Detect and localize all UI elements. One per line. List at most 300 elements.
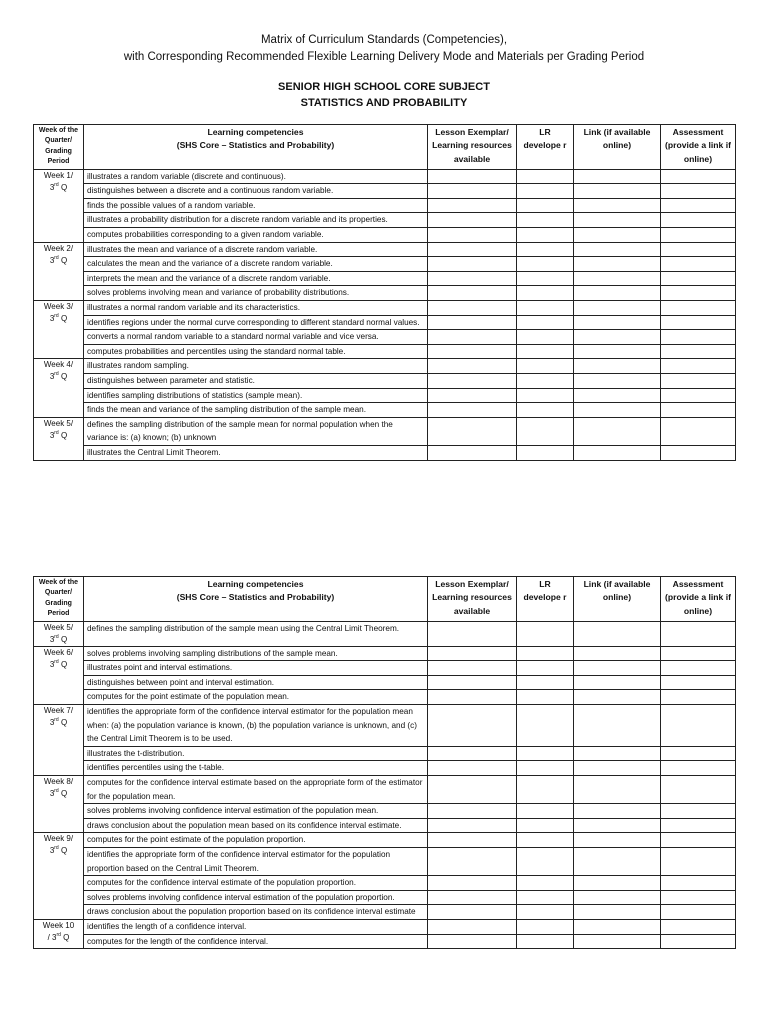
table-row — [34, 934, 736, 949]
column-header-text: LR develope r — [523, 579, 567, 603]
competency-cell: defines the sampling distribution of the sample mean using the Central Limit Theorem. — [84, 621, 428, 646]
assessment-cell[interactable] — [661, 445, 736, 460]
table-row — [34, 300, 736, 315]
link-cell[interactable] — [574, 804, 661, 819]
assessment-cell[interactable] — [661, 286, 736, 301]
table-row — [34, 417, 736, 445]
column-header-text: Lesson Exemplar/ Learning resources available — [432, 579, 512, 616]
lr-developer-cell[interactable] — [517, 818, 574, 833]
link-cell[interactable] — [574, 919, 661, 934]
lr-developer-cell[interactable] — [517, 661, 574, 676]
link-cell[interactable] — [574, 388, 661, 403]
week-label: Week 7/ — [43, 706, 74, 715]
lr-developer-cell[interactable] — [517, 228, 574, 243]
lr-developer-cell[interactable] — [517, 184, 574, 199]
competency-table-2 — [33, 576, 736, 949]
lr-developer-cell[interactable] — [517, 847, 574, 875]
subject-line-2: STATISTICS AND PROBABILITY — [300, 97, 468, 109]
table-row — [34, 213, 736, 228]
assessment-cell[interactable] — [661, 184, 736, 199]
week-cell — [34, 300, 84, 358]
exemplar-cell[interactable] — [428, 242, 517, 257]
link-cell[interactable] — [574, 330, 661, 345]
column-header-text: (SHS Core – Statistics and Probability) — [176, 140, 335, 151]
exemplar-cell[interactable] — [428, 373, 517, 388]
quarter-suffix: Q — [58, 718, 68, 727]
table-row — [34, 445, 736, 460]
link-cell[interactable] — [574, 621, 661, 646]
link-cell[interactable] — [574, 271, 661, 286]
table-row — [34, 198, 736, 213]
quarter-label — [35, 182, 82, 194]
assessment-cell[interactable] — [661, 242, 736, 257]
quarter-number: 3 — [49, 718, 55, 727]
link-cell[interactable] — [574, 228, 661, 243]
quarter-number: 3 — [49, 634, 55, 644]
quarter-suffix: Q — [58, 182, 68, 192]
column-header-text: Lesson Exemplar/ Learning resources available — [432, 127, 512, 164]
link-cell[interactable] — [574, 690, 661, 705]
week-label: Week 5/ — [43, 418, 74, 428]
exemplar-cell[interactable] — [428, 169, 517, 184]
quarter-ordinal: rd — [56, 931, 61, 938]
table-row — [34, 675, 736, 690]
quarter-ordinal: rd — [54, 312, 59, 319]
quarter-ordinal: rd — [54, 633, 59, 640]
quarter-label — [35, 313, 82, 325]
link-cell[interactable] — [574, 373, 661, 388]
assessment-cell[interactable] — [661, 876, 736, 891]
quarter-suffix: Q — [58, 430, 68, 440]
subject-heading — [0, 80, 768, 111]
quarter-suffix: Q — [58, 659, 68, 669]
quarter-label — [35, 430, 82, 442]
competency-cell: computes probabilities corresponding to a given random variable. — [84, 228, 428, 243]
quarter-ordinal: rd — [54, 429, 59, 436]
week-cell — [34, 705, 84, 776]
competency-cell: calculates the mean and the variance of a discrete random variable. — [84, 257, 428, 272]
link-cell[interactable] — [574, 198, 661, 213]
week-label: Week 8/ — [43, 776, 74, 786]
quarter-ordinal: rd — [54, 717, 59, 723]
competency-cell: computes for the point estimate of the population proportion. — [84, 833, 428, 848]
link-column-header — [574, 577, 661, 622]
exemplar-cell[interactable] — [428, 675, 517, 690]
quarter-suffix: Q — [60, 932, 70, 942]
link-cell[interactable] — [574, 833, 661, 848]
exemplar-cell[interactable] — [428, 445, 517, 460]
assessment-cell[interactable] — [661, 315, 736, 330]
link-cell[interactable] — [574, 242, 661, 257]
lr-developer-cell[interactable] — [517, 621, 574, 646]
exemplar-cell[interactable] — [428, 257, 517, 272]
quarter-ordinal: rd — [54, 254, 59, 261]
table-row — [34, 257, 736, 272]
lr-developer-cell[interactable] — [517, 344, 574, 359]
assessment-cell[interactable] — [661, 804, 736, 819]
exemplar-cell[interactable] — [428, 876, 517, 891]
link-cell[interactable] — [574, 403, 661, 418]
table-row — [34, 359, 736, 374]
quarter-label — [35, 717, 82, 729]
lr-developer-cell[interactable] — [517, 286, 574, 301]
exemplar-cell[interactable] — [428, 818, 517, 833]
exemplar-cell[interactable] — [428, 271, 517, 286]
link-cell[interactable] — [574, 661, 661, 676]
week-cell — [34, 646, 84, 704]
assessment-cell[interactable] — [661, 675, 736, 690]
assessment-cell[interactable] — [661, 373, 736, 388]
quarter-number: 3 — [49, 659, 55, 669]
assessment-cell[interactable] — [661, 344, 736, 359]
exemplar-cell[interactable] — [428, 847, 517, 875]
lr-developer-cell[interactable] — [517, 169, 574, 184]
lr-developer-cell[interactable] — [517, 690, 574, 705]
column-header-text: (SHS Core – Statistics and Probability) — [176, 592, 335, 603]
competency-cell: solves problems involving sampling distributions of the sample mean. — [84, 646, 428, 661]
assessment-cell[interactable] — [661, 761, 736, 776]
competency-cell: illustrates the Central Limit Theorem. — [84, 445, 428, 460]
assessment-cell[interactable] — [661, 403, 736, 418]
week-cell — [34, 833, 84, 920]
title-line-1: Matrix of Curriculum Standards (Competencies), — [260, 34, 508, 46]
exemplar-cell[interactable] — [428, 315, 517, 330]
assessment-column-header — [661, 125, 736, 170]
link-cell[interactable] — [574, 761, 661, 776]
week-cell — [34, 621, 84, 646]
competency-cell: finds the possible values of a random variable. — [84, 198, 428, 213]
week-cell — [34, 242, 84, 300]
exemplar-cell[interactable] — [428, 300, 517, 315]
lr-developer-cell[interactable] — [517, 300, 574, 315]
table-header-row — [34, 125, 736, 170]
exemplar-cell[interactable] — [428, 213, 517, 228]
lr-developer-cell[interactable] — [517, 775, 574, 803]
lr-developer-column-header — [517, 577, 574, 622]
quarter-ordinal: rd — [54, 371, 59, 378]
exemplar-cell[interactable] — [428, 184, 517, 199]
competency-cell: illustrates point and interval estimations. — [84, 661, 428, 676]
document-title — [0, 33, 768, 65]
exemplar-cell[interactable] — [428, 388, 517, 403]
week-cell — [34, 919, 84, 948]
competency-cell: distinguishes between point and interval estimation. — [84, 675, 428, 690]
assessment-cell[interactable] — [661, 690, 736, 705]
week-cell — [34, 417, 84, 460]
competency-cell: illustrates the t-distribution. — [84, 746, 428, 761]
link-cell[interactable] — [574, 315, 661, 330]
week-label: Week 6/ — [43, 647, 74, 657]
column-header-text: Learning competencies — [207, 579, 304, 589]
quarter-suffix: Q — [58, 372, 68, 382]
column-header-text: LR develope r — [523, 127, 567, 151]
table-row — [34, 890, 736, 905]
lr-developer-cell[interactable] — [517, 675, 574, 690]
link-cell[interactable] — [574, 934, 661, 949]
assessment-cell[interactable] — [661, 934, 736, 949]
exemplar-cell[interactable] — [428, 359, 517, 374]
link-cell[interactable] — [574, 184, 661, 199]
link-column-header — [574, 125, 661, 170]
link-cell[interactable] — [574, 775, 661, 803]
assessment-cell[interactable] — [661, 300, 736, 315]
competency-cell: computes for the length of the confidence interval. — [84, 934, 428, 949]
competency-cell: computes probabilities and percentiles using the standard normal table. — [84, 344, 428, 359]
week-cell — [34, 169, 84, 242]
table-row — [34, 690, 736, 705]
lr-developer-cell[interactable] — [517, 315, 574, 330]
competency-cell: illustrates a normal random variable and its characteristics. — [84, 300, 428, 315]
week-label: Week 2/ — [43, 243, 74, 253]
assessment-cell[interactable] — [661, 330, 736, 345]
exemplar-cell[interactable] — [428, 646, 517, 661]
quarter-number: 3 — [49, 430, 55, 440]
competency-cell: solves problems involving confidence interval estimation of the population proportion. — [84, 890, 428, 905]
link-cell[interactable] — [574, 905, 661, 920]
competency-cell: identifies the length of a confidence interval. — [84, 919, 428, 934]
exemplar-cell[interactable] — [428, 417, 517, 445]
quarter-number: 3 — [49, 372, 55, 382]
quarter-ordinal: rd — [54, 845, 59, 852]
assessment-cell[interactable] — [661, 661, 736, 676]
lr-developer-cell[interactable] — [517, 198, 574, 213]
quarter-number: / 3 — [47, 932, 57, 942]
quarter-suffix: Q — [58, 846, 68, 856]
link-cell[interactable] — [574, 300, 661, 315]
link-cell[interactable] — [574, 286, 661, 301]
link-cell[interactable] — [574, 646, 661, 661]
competency-cell: solves problems involving confidence interval estimation of the population mean. — [84, 804, 428, 819]
quarter-number: 3 — [49, 255, 55, 265]
column-header-text: Week of the Quarter/ Grading Period — [38, 127, 79, 166]
table-row — [34, 761, 736, 776]
competencies-column-header — [84, 577, 428, 622]
table-row — [34, 847, 736, 875]
lr-developer-cell[interactable] — [517, 403, 574, 418]
column-header-text: Learning competencies — [207, 127, 304, 137]
assessment-cell[interactable] — [661, 417, 736, 445]
assessment-cell[interactable] — [661, 818, 736, 833]
lr-developer-cell[interactable] — [517, 890, 574, 905]
link-cell[interactable] — [574, 169, 661, 184]
exemplar-cell[interactable] — [428, 403, 517, 418]
lr-developer-cell[interactable] — [517, 213, 574, 228]
assessment-cell[interactable] — [661, 359, 736, 374]
week-cell — [34, 775, 84, 832]
lr-developer-cell[interactable] — [517, 919, 574, 934]
lr-developer-cell[interactable] — [517, 934, 574, 949]
week-label: Week 10 — [42, 920, 75, 930]
week-label: Week 5/ — [43, 622, 74, 632]
lr-developer-cell[interactable] — [517, 373, 574, 388]
assessment-cell[interactable] — [661, 919, 736, 934]
table-row — [34, 169, 736, 184]
quarter-label — [35, 371, 82, 383]
table-row — [34, 705, 736, 747]
table-row — [34, 876, 736, 891]
exemplar-cell[interactable] — [428, 705, 517, 747]
week-label: Week 9/ — [43, 834, 74, 844]
lr-developer-cell[interactable] — [517, 359, 574, 374]
subject-line-1: SENIOR HIGH SCHOOL CORE SUBJECT — [278, 81, 490, 93]
competency-cell: distinguishes between parameter and statistic. — [84, 373, 428, 388]
table-row — [34, 388, 736, 403]
link-cell[interactable] — [574, 417, 661, 445]
table-row — [34, 804, 736, 819]
exemplar-cell[interactable] — [428, 919, 517, 934]
lr-developer-cell[interactable] — [517, 271, 574, 286]
exemplar-cell[interactable] — [428, 761, 517, 776]
assessment-cell[interactable] — [661, 621, 736, 646]
competency-cell: illustrates the mean and variance of a discrete random variable. — [84, 242, 428, 257]
quarter-number: 3 — [49, 846, 55, 856]
table-row — [34, 271, 736, 286]
column-header-text: Link (if available online) — [583, 127, 651, 151]
quarter-suffix: Q — [58, 313, 68, 323]
table-row — [34, 228, 736, 243]
quarter-ordinal: rd — [54, 181, 59, 188]
exemplar-cell[interactable] — [428, 661, 517, 676]
competency-cell: identifies percentiles using the t-table. — [84, 761, 428, 776]
lr-developer-cell[interactable] — [517, 388, 574, 403]
quarter-suffix: Q — [58, 788, 68, 798]
assessment-cell[interactable] — [661, 257, 736, 272]
table-row — [34, 621, 736, 646]
exemplar-column-header — [428, 125, 517, 170]
exemplar-column-header — [428, 577, 517, 622]
assessment-cell[interactable] — [661, 646, 736, 661]
link-cell[interactable] — [574, 847, 661, 875]
competency-cell: defines the sampling distribution of the sample mean for normal population when the variance is: (a) known; (b) unknown — [84, 417, 428, 445]
exemplar-cell[interactable] — [428, 286, 517, 301]
lr-developer-cell[interactable] — [517, 804, 574, 819]
quarter-label — [35, 788, 82, 800]
assessment-cell[interactable] — [661, 213, 736, 228]
table-row — [34, 905, 736, 920]
exemplar-cell[interactable] — [428, 198, 517, 213]
table-row — [34, 315, 736, 330]
column-header-text: Week of the Quarter/ Grading Period — [38, 579, 79, 618]
table-row — [34, 242, 736, 257]
assessment-cell[interactable] — [661, 705, 736, 747]
assessment-cell[interactable] — [661, 228, 736, 243]
assessment-cell[interactable] — [661, 388, 736, 403]
quarter-label — [35, 932, 82, 944]
competency-cell: identifies the appropriate form of the confidence interval estimator for the population proportion based on the Central Limit Theorem. — [84, 847, 428, 875]
table-row — [34, 330, 736, 345]
exemplar-cell[interactable] — [428, 228, 517, 243]
quarter-number: 3 — [49, 182, 55, 192]
competency-cell: solves problems involving mean and variance of probability distributions. — [84, 286, 428, 301]
table-row — [34, 661, 736, 676]
link-cell[interactable] — [574, 257, 661, 272]
lr-developer-cell[interactable] — [517, 876, 574, 891]
link-cell[interactable] — [574, 675, 661, 690]
link-cell[interactable] — [574, 746, 661, 761]
quarter-label — [35, 255, 82, 267]
competency-cell: illustrates a random variable (discrete and continuous). — [84, 169, 428, 184]
table-row — [34, 919, 736, 934]
lr-developer-cell[interactable] — [517, 746, 574, 761]
lr-developer-cell[interactable] — [517, 833, 574, 848]
table-row — [34, 818, 736, 833]
link-cell[interactable] — [574, 818, 661, 833]
week-label: Week 1/ — [43, 170, 74, 180]
competency-cell: identifies sampling distributions of statistics (sample mean). — [84, 388, 428, 403]
assessment-cell[interactable] — [661, 746, 736, 761]
exemplar-cell[interactable] — [428, 690, 517, 705]
quarter-ordinal: rd — [54, 658, 59, 665]
lr-developer-cell[interactable] — [517, 445, 574, 460]
week-column-header — [34, 577, 84, 622]
lr-developer-cell[interactable] — [517, 417, 574, 445]
link-cell[interactable] — [574, 890, 661, 905]
lr-developer-column-header — [517, 125, 574, 170]
assessment-cell[interactable] — [661, 169, 736, 184]
quarter-suffix: Q — [58, 255, 68, 265]
quarter-suffix: Q — [58, 634, 68, 644]
exemplar-cell[interactable] — [428, 330, 517, 345]
table-row — [34, 286, 736, 301]
link-cell[interactable] — [574, 876, 661, 891]
table-row — [34, 746, 736, 761]
link-cell[interactable] — [574, 705, 661, 747]
link-cell[interactable] — [574, 344, 661, 359]
lr-developer-cell[interactable] — [517, 257, 574, 272]
exemplar-cell[interactable] — [428, 746, 517, 761]
week-cell — [34, 359, 84, 417]
assessment-cell[interactable] — [661, 833, 736, 848]
lr-developer-cell[interactable] — [517, 646, 574, 661]
table-header-row — [34, 577, 736, 622]
link-cell[interactable] — [574, 213, 661, 228]
assessment-cell[interactable] — [661, 847, 736, 875]
competencies-column-header — [84, 125, 428, 170]
assessment-cell[interactable] — [661, 198, 736, 213]
exemplar-cell[interactable] — [428, 905, 517, 920]
exemplar-cell[interactable] — [428, 804, 517, 819]
link-cell[interactable] — [574, 445, 661, 460]
exemplar-cell[interactable] — [428, 934, 517, 949]
assessment-cell[interactable] — [661, 905, 736, 920]
table-row — [34, 833, 736, 848]
lr-developer-cell[interactable] — [517, 761, 574, 776]
column-header-text: Assessment (provide a link if online) — [665, 127, 731, 164]
competency-cell: illustrates random sampling. — [84, 359, 428, 374]
assessment-cell[interactable] — [661, 890, 736, 905]
quarter-label — [35, 845, 82, 857]
competency-cell: identifies regions under the normal curve corresponding to different standard normal values. — [84, 315, 428, 330]
lr-developer-cell[interactable] — [517, 242, 574, 257]
exemplar-cell[interactable] — [428, 775, 517, 803]
link-cell[interactable] — [574, 359, 661, 374]
exemplar-cell[interactable] — [428, 833, 517, 848]
competency-cell: finds the mean and variance of the sampling distribution of the sample mean. — [84, 403, 428, 418]
column-header-text: Assessment (provide a link if online) — [665, 579, 731, 616]
lr-developer-cell[interactable] — [517, 330, 574, 345]
exemplar-cell[interactable] — [428, 890, 517, 905]
competency-cell: converts a normal random variable to a standard normal variable and vice versa. — [84, 330, 428, 345]
assessment-cell[interactable] — [661, 775, 736, 803]
lr-developer-cell[interactable] — [517, 705, 574, 747]
lr-developer-cell[interactable] — [517, 905, 574, 920]
exemplar-cell[interactable] — [428, 621, 517, 646]
assessment-cell[interactable] — [661, 271, 736, 286]
exemplar-cell[interactable] — [428, 344, 517, 359]
quarter-ordinal: rd — [54, 787, 59, 794]
competency-cell: identifies the appropriate form of the confidence interval estimator for the population mean when: (a) the population variance is known, (b) the population variance is unknown, and (c) the Central Limit Theorem is to be used. — [84, 705, 428, 747]
competency-cell: draws conclusion about the population proportion based on its confidence interval estimate — [84, 905, 428, 920]
